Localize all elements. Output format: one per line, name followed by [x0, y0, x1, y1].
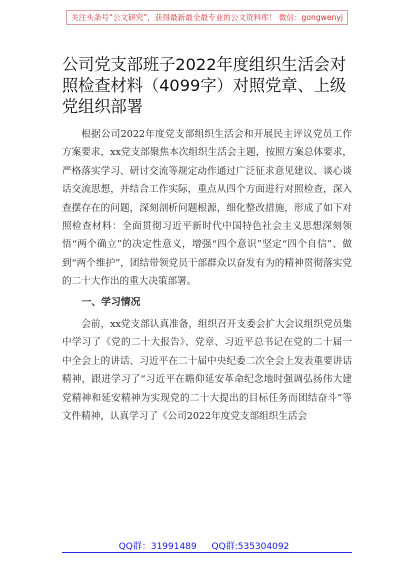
document-body [62, 126, 352, 427]
promo-banner: 关注头条号“公文研究”，获得最新最全最专业的公文资料库！ 微信：gongwenyj [66, 10, 348, 25]
footer-qq-group-2: QQ群:535304092 [211, 542, 290, 552]
section-paragraph: 会前，xx党支部认真准备，组织召开支委会扩大会议组织党员集中学习了《党的二十大报告》、党章、习近平总书记在党的二十届一中全会上的讲话、习近平在二十届中央纪委二次全会上发表重要讲话精神，跟进学习了“习近平在瞻仰延安革命纪念地时强调弘扬伟大建党精神和延安精神为实现党的二十大提出的目标任务而团结奋斗”等文件精神，认真学习了《公司2022年度党支部组织生活会 [62, 319, 352, 423]
section-heading: 一、学习情况 [81, 296, 141, 308]
footer-contacts [0, 539, 408, 552]
footer-qq-group-1: QQ群：31991489 [118, 542, 197, 552]
footer-divider [62, 552, 352, 553]
document-title: 公司党支部班子2022年度组织生活会对照检查材料（4099字）对照党章、上级党组织部署 [62, 55, 347, 116]
intro-paragraph: 根据公司2022年度党支部组织生活会和开展民主评议党员工作方案要求，xx党支部聚焦本次组织生活会主题，按照方案总体要求，严格落实学习、研讨交流等规定动作通过广泛征求意见建议、谈心谈话交流思想，并结合工作实际，重点从四个方面进行对照检查，深入查摆存在的问题，深刻剖析问题根源，细化整改措施，形成了如下对照检查材料：全面贯彻习近平新时代中国特色社会主义思想深刻领悟“两个确立”的决定性意义，增强“四个意识”坚定“四个自信”、做到“两个维护”，团结带领党员干部群众以奋发有为的精神贯彻落实党的二十大作出的重大决策部署。 [62, 129, 352, 288]
